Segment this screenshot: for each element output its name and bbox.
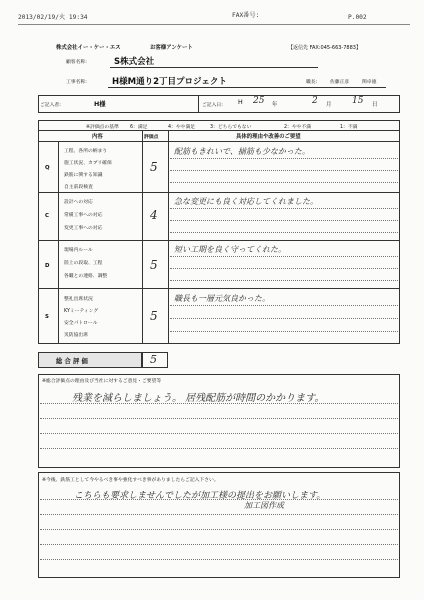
overall-score: 5 [150,353,157,366]
return-fax: 【返信先 FAX:045-663-7883】 [288,45,361,51]
section-q-item: 鉄筋に関する知識 [64,173,103,178]
future-label: ※今後、鉄筋工として今やるべき事や強化すべき事がありましたらご記入下さい。 [42,478,219,483]
section-s-item: 安全パトロール [64,321,98,326]
section-s-item: 整礼出席状況 [64,297,93,302]
scale-2: 1：不満 [340,125,358,130]
comment-line [170,268,398,269]
scale-row-rule [38,130,400,131]
comment-line [170,256,398,257]
date-year-unit: 年 [272,102,278,108]
date-era: H [238,99,243,106]
section-d-item: 現場内ルール [64,248,93,253]
header-row-rule [38,141,400,142]
overall-label-box [38,352,142,368]
section-c-item: 常備工事への対応 [64,213,103,218]
header-comment: 具体的理由や改善のご要望 [236,134,301,140]
date-label: ご記入日: [202,103,223,108]
comment-line [170,158,398,159]
foreman-underline [304,87,386,88]
section-d-comment: 短い工期を良く守ってくれた。 [174,245,286,254]
date-day-unit: 日 [372,102,378,108]
reason-line [40,448,398,449]
fax-number-label: FAX番号: [232,12,260,19]
section-d-letter: D [45,263,50,269]
section-s-item: KYミーティング [64,309,99,314]
section-s-score: 5 [150,309,158,323]
reason-line [40,433,398,434]
comment-line [170,318,398,319]
section-q-score: 5 [150,160,158,174]
client-underline [110,67,318,68]
client-label: 顧客名称: [66,60,87,65]
section-d-item: 陸上の段取、工程 [64,261,103,266]
section-c-score: 4 [150,208,158,222]
section-value: 関卓徳 [362,80,377,85]
reason-label: ※総合評価点の理由及び当社に対するご意見・ご要望等 [42,379,162,384]
filler-divider [198,95,199,113]
section-q-letter: Q [45,165,50,171]
future-line [40,514,398,515]
section-d-rule [38,288,400,289]
comment-line [170,220,398,221]
future-line [40,544,398,545]
reason-text: 残業を減らしましょう。 居残配筋が時間のかかります。 [72,393,325,404]
scale-6: 6：満足 [130,125,148,130]
date-day: 15 [352,96,364,106]
date-month-unit: 月 [326,102,332,108]
header-content: 内容 [92,134,103,140]
section-q-rule [38,192,400,193]
section-c-item: 変更工事への対応 [64,226,103,231]
date-year: 25 [253,96,265,106]
comment-line [170,232,398,233]
client-value: S株式会社 [114,57,155,67]
scale-4: 3：どちらでもない [210,125,252,130]
section-c-rule [38,240,400,241]
future-line [40,529,398,530]
section-q-item: 自主前段検査 [64,185,93,190]
form-title: お客様アンケート [150,45,193,51]
reason-line [40,418,398,419]
scale-5: 4：やや満足 [168,125,196,130]
company-name: 株式会社イー・ケー・エス [56,45,121,51]
section-c-item: 設計への対応 [64,200,93,205]
section-c-comment: 急な変更にも良く対応してくれました。 [174,197,318,206]
overall-label: 総 合 評 価 [56,358,88,365]
future-text-2: 加工図作成 [244,501,284,510]
future-line [40,499,398,500]
section-s-comment: 職長も一層元気良かった。 [174,294,270,303]
section-d-item: 各職との連絡、調整 [64,274,108,279]
section-s-letter: S [45,314,49,320]
future-text: こちらも要求しませんでしたが加工様の提出をお願いします。 [74,491,326,501]
scale-3: 2：やや不満 [284,125,312,130]
comment-line [170,208,398,209]
fax-header-rule [18,24,410,25]
comment-line [170,331,398,332]
fax-page-number: P.002 [348,14,367,21]
scale-note: ※評価点の基準 [86,125,119,130]
section-q-comment: 配筋もきれいで、揃筋も少なかった。 [174,147,310,156]
comment-line [170,305,398,306]
foreman-label: 職長: [306,80,318,85]
fax-timestamp: 2013/02/19/火 19:34 [18,14,88,21]
filler-label: ご記入者: [40,103,61,108]
project-value: H様M通り2丁目プロジェクト [112,77,227,87]
foreman-value: 佐藤正彦 [330,80,350,85]
date-month: 2 [312,96,318,106]
project-label: 工事名称: [66,80,87,85]
section-d-score: 5 [150,258,158,272]
reason-line [40,403,398,404]
section-s-item: 災防協出席 [64,333,88,338]
comment-line [170,170,398,171]
comment-line [170,280,398,281]
content-column-divider [142,130,143,344]
comment-line [170,182,398,183]
letter-column-divider [58,141,59,344]
section-q-item: 工程、各所の納まり [64,149,108,154]
future-line [40,559,398,560]
section-c-letter: C [45,213,49,219]
header-score: 評価点 [144,135,159,140]
section-q-item: 施工状況、カブリ確保 [64,161,112,166]
project-underline [108,87,304,88]
score-column-divider [168,130,169,344]
filler-value: H様 [94,101,106,108]
